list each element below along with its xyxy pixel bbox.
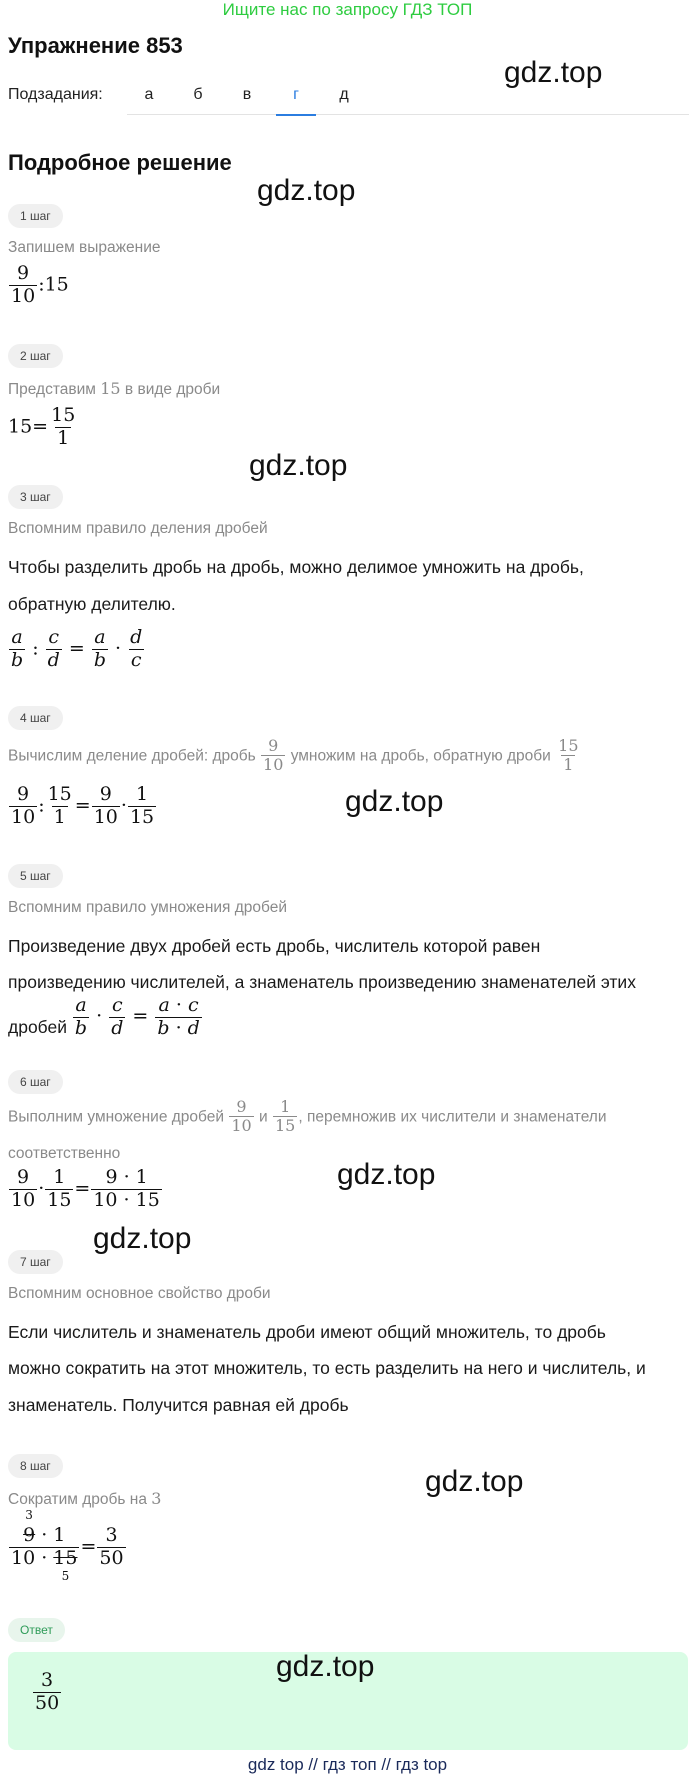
tab-v[interactable]: в <box>242 86 252 103</box>
watermark: gdz.top <box>345 785 444 818</box>
section-title: Подробное решение <box>8 150 232 175</box>
subtask-tabs <box>127 76 689 115</box>
step-caption: Вычислим деление дробей: дробь $\frac{9}{10}$ умножим на дробь, обратную дроби $\frac{15}{1}$ <box>8 736 579 775</box>
step-8-formula: 9 3 · 1 10 · 15 5 = $\frac{3}{50}$ <box>11 1508 124 1584</box>
tab-g[interactable]: г <box>276 86 316 116</box>
step-caption: Сократим дробь на 3 <box>8 1489 162 1508</box>
step-caption: соответственно <box>8 1145 121 1162</box>
rule-text: Чтобы разделить дробь на дробь, можно делимое умножить на дробь, <box>8 557 584 577</box>
step-badge: 5 шаг <box>8 864 63 888</box>
step-6-formula: $\frac{9}{10}$ · $\frac{1}{15}$ = $\frac{9 \cdot 1}{10 \cdot 15}$ <box>11 1166 160 1211</box>
step-badge: 3 шаг <box>8 485 63 509</box>
step-badge: 8 шаг <box>8 1454 63 1478</box>
rule-text: обратную делителю. <box>8 594 176 614</box>
answer-value: $\frac{3}{50}$ <box>35 1669 60 1714</box>
watermark: gdz.top <box>249 449 348 482</box>
step-caption: Вспомним правило умножения дробей <box>8 899 288 916</box>
step-badge: 6 шаг <box>8 1070 63 1094</box>
step-4-formula: $\frac{9}{10}$ : $\frac{15}{1}$ = $\frac{9}{10}$ · $\frac{1}{15}$ <box>11 783 155 828</box>
tab-d[interactable]: д <box>339 86 349 103</box>
step-badge: 7 шаг <box>8 1250 63 1274</box>
watermark: gdz.top <box>93 1222 192 1255</box>
footer-links[interactable]: gdz top // гдз топ // гдз top <box>247 1755 448 1774</box>
step-caption: Вспомним основное свойство дроби <box>8 1285 271 1302</box>
watermark: gdz.top <box>337 1158 436 1191</box>
watermark: gdz.top <box>504 56 603 89</box>
answer-badge: Ответ <box>8 1618 65 1642</box>
step-caption: Вспомним правило деления дробей <box>8 520 268 537</box>
watermark: gdz.top <box>257 174 356 207</box>
rule-text: дробей $\frac{a}{b}$ · $\frac{c}{d}$ = $\frac{a \cdot c}{b \cdot d}$ <box>8 994 200 1039</box>
rule-text: Если числитель и знаменатель дроби имеют общий множитель, то дробь <box>8 1322 606 1342</box>
step-3-formula: $\frac{a}{b}$ : $\frac{c}{d}$ = $\frac{a}{b}$ · $\frac{d}{c}$ <box>11 626 143 671</box>
rule-text: Произведение двух дробей есть дробь, числитель которой равен <box>8 936 541 956</box>
step-caption: Запишем выражение <box>8 239 161 256</box>
step-2-formula: 15= $\frac{15}{1}$ <box>8 404 76 449</box>
tab-a[interactable]: а <box>144 86 154 103</box>
promo-banner: Ищите нас по запросу ГДЗ ТОП <box>222 0 473 19</box>
rule-text: знаменатель. Получится равная ей дробь <box>8 1395 349 1415</box>
step-badge: 2 шаг <box>8 344 63 368</box>
step-badge: 1 шаг <box>8 204 63 228</box>
step-caption: Выполним умножение дробей $\frac{9}{10}$ и $\frac{1}{15}$ , перемножив их числители и знаменатели <box>8 1097 607 1136</box>
watermark: gdz.top <box>425 1465 524 1498</box>
rule-text: произведению числителей, а знаменатель произведению знаменателей этих <box>8 972 636 992</box>
page-title: Упражнение 853 <box>8 33 183 58</box>
step-1-formula: $\frac{9}{10}$ :15 <box>11 262 69 307</box>
subtasks-label: Подзадания: <box>8 86 103 103</box>
rule-text: можно сократить на этот множитель, то есть разделить на него и числитель, и <box>8 1358 646 1378</box>
tab-b[interactable]: б <box>193 86 203 103</box>
step-badge: 4 шаг <box>8 706 63 730</box>
watermark: gdz.top <box>276 1650 375 1683</box>
step-caption: Представим 15 в виде дроби <box>8 379 221 398</box>
